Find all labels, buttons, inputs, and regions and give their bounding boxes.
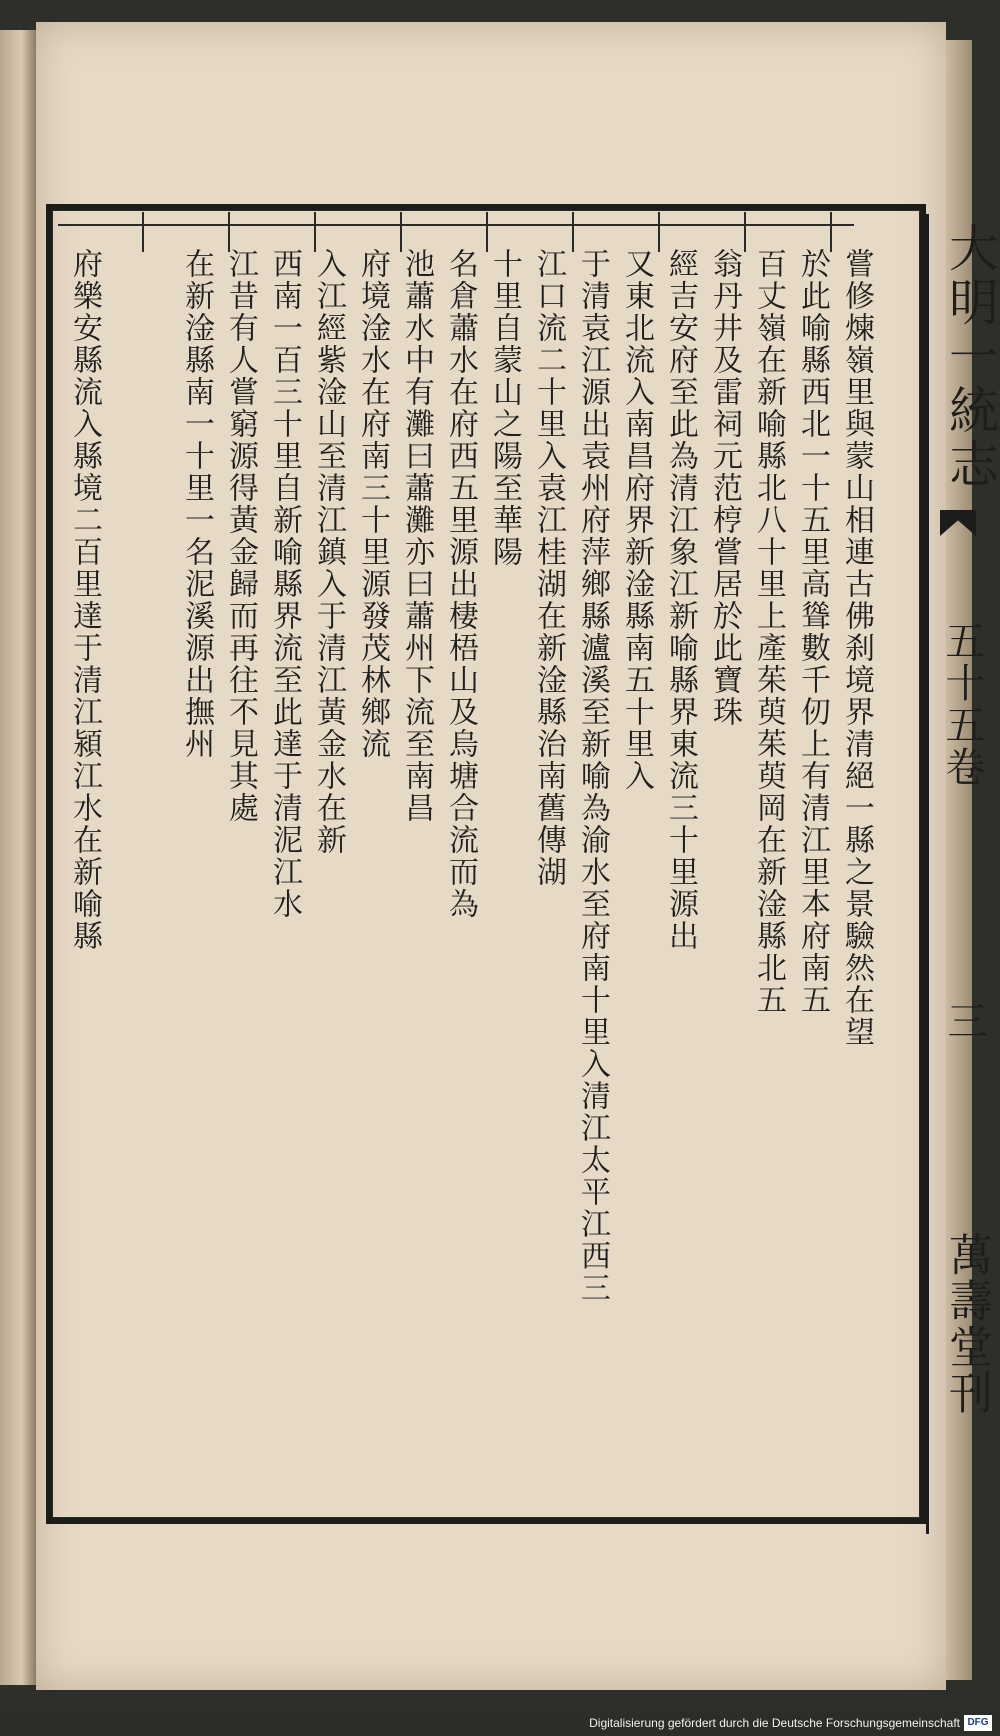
- text-column-3: 百丈嶺在新喻縣北八十里上產茱萸茱萸岡在新淦縣北五: [751, 248, 786, 1016]
- book-title: 大明一統志: [941, 222, 999, 492]
- column-tick: [314, 212, 316, 252]
- column-tick: [228, 212, 230, 252]
- text-column-17: 府樂安縣流入縣境二百里達于清江潁江水在新喻縣: [67, 248, 102, 952]
- column-tick: [658, 212, 660, 252]
- column-tick: [142, 212, 144, 252]
- text-column-2: 於此喻縣西北一十五里高聳數千仞上有清江里本府南五: [795, 248, 830, 1016]
- publisher-label: 萬壽堂刊: [941, 1232, 992, 1416]
- top-band: [58, 224, 854, 234]
- text-column-15: 江昔有人嘗窮源得黃金歸而再往不見其處: [223, 248, 258, 824]
- text-column-5: 經吉安府至此為清江象江新喻縣界東流三十里源出: [663, 248, 698, 952]
- text-column-16: 在新淦縣南一十里一名泥溪源出撫州: [179, 248, 214, 760]
- text-column-14: 西南一百三十里自新喻縣界流至此達于清泥江水: [267, 248, 302, 920]
- left-page-edge: [0, 30, 36, 1685]
- volume-label: 五十五卷: [939, 620, 985, 788]
- text-column-13: 入江經紫淦山至清江鎮入于清江黃金水在新: [311, 248, 346, 856]
- text-column-9: 十里自蒙山之陽至華陽: [487, 248, 522, 568]
- text-column-11: 池蕭水中有灘曰蕭灘亦曰蕭州下流至南昌: [399, 248, 434, 824]
- text-column-8: 江口流二十里入袁江桂湖在新淦縣治南舊傳湖: [531, 248, 566, 888]
- column-tick: [572, 212, 574, 252]
- column-tick: [830, 212, 832, 252]
- column-tick: [400, 212, 402, 252]
- text-column-1: 嘗修煉嶺里與蒙山相連古佛刹境界清絕一縣之景驗然在望: [839, 248, 874, 1048]
- column-tick: [744, 212, 746, 252]
- page-number: 三: [941, 1000, 987, 1040]
- footer-credit: Digitalisierung gefördert durch die Deutsche Forschungsgemeinschaft: [589, 1716, 960, 1730]
- dfg-logo: DFG: [964, 1715, 992, 1731]
- text-column-4: 翁丹井及雷祠元范梈嘗居於此寶珠: [707, 248, 742, 728]
- text-column-7: 于清袁江源出袁州府萍鄉縣瀘溪至新喻為渝水至府南十里入清江太平江西三: [575, 248, 610, 1304]
- text-column-6: 又東北流入南昌府界新淦縣南五十里入: [619, 248, 654, 792]
- text-column-10: 名倉蕭水在府西五里源出棲梧山及烏塘合流而為: [443, 248, 478, 920]
- text-column-12: 府境淦水在府南三十里源發茂林鄉流: [355, 248, 390, 760]
- column-tick: [486, 212, 488, 252]
